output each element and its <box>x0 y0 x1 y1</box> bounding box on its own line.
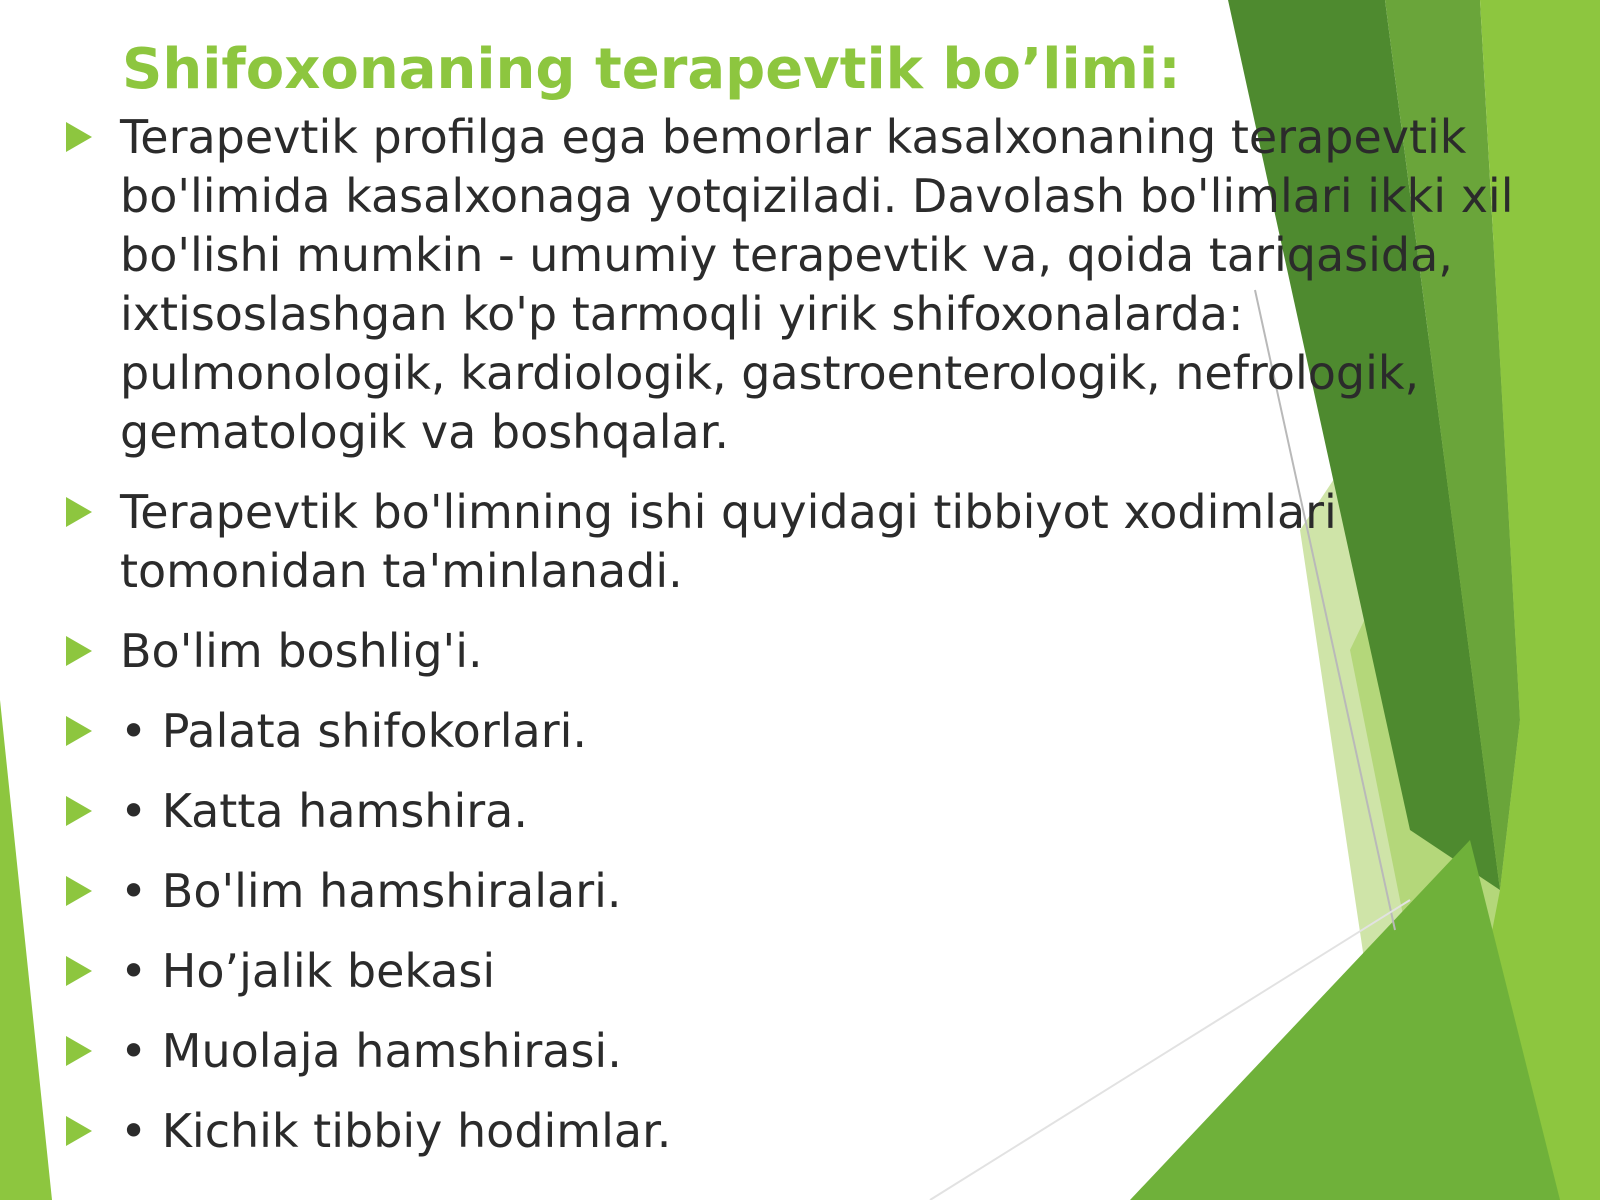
bullet-text: Terapevtik profilga ega bemorlar kasalxonaning terapevtik bo'limida kasalxonaga yotqiziladi. Davolash bo'limlari ikki xil bo'lishi mumkin - umumiy terapevtik va, qoida tariqasida, ixtisoslashgan ko'p tarmoqli yirik shifoxonalarda: pulmonologik, kardiologik, gastroenterologik, nefrologik, gematologik va boshqalar. <box>120 110 1514 459</box>
triangle-arrow-icon <box>66 796 92 826</box>
bullet-text: • Palata shifokorlari. <box>120 704 588 758</box>
bullet-text: • Kichik tibbiy hodimlar. <box>120 1104 672 1158</box>
triangle-arrow-icon <box>66 1036 92 1066</box>
bullet-text: • Muolaja hamshirasi. <box>120 1024 622 1078</box>
bullet-item <box>60 942 1460 1001</box>
bullet-text: Terapevtik bo'limning ishi quyidagi tibbiyot xodimlari tomonidan ta'minlanadi. <box>120 485 1337 598</box>
triangle-arrow-icon <box>66 716 92 746</box>
bullet-list <box>60 108 1514 1161</box>
triangle-arrow-icon <box>66 956 92 986</box>
left-green-shape <box>0 700 52 1200</box>
bullet-text: • Ho’jalik bekasi <box>120 944 496 998</box>
triangle-arrow-icon <box>66 497 92 527</box>
bullet-text: Bo'lim boshlig'i. <box>120 624 483 678</box>
triangle-arrow-icon <box>66 636 92 666</box>
bullet-item <box>60 622 1460 681</box>
bullet-text: • Katta hamshira. <box>120 784 528 838</box>
bullet-item <box>60 108 1520 462</box>
bullet-text: • Bo'lim hamshiralari. <box>120 864 622 918</box>
triangle-arrow-icon <box>66 876 92 906</box>
bullet-item <box>60 782 1460 841</box>
bullet-item <box>60 483 1370 601</box>
triangle-arrow-icon <box>66 1116 92 1146</box>
bullet-item <box>60 1022 1460 1081</box>
slide-title: Shifoxonaning terapevtik bo’limi: <box>122 37 1181 102</box>
triangle-arrow-icon <box>66 122 92 152</box>
bullet-item <box>60 702 1460 761</box>
bullet-item <box>60 862 1460 921</box>
bullet-item <box>60 1102 1460 1161</box>
